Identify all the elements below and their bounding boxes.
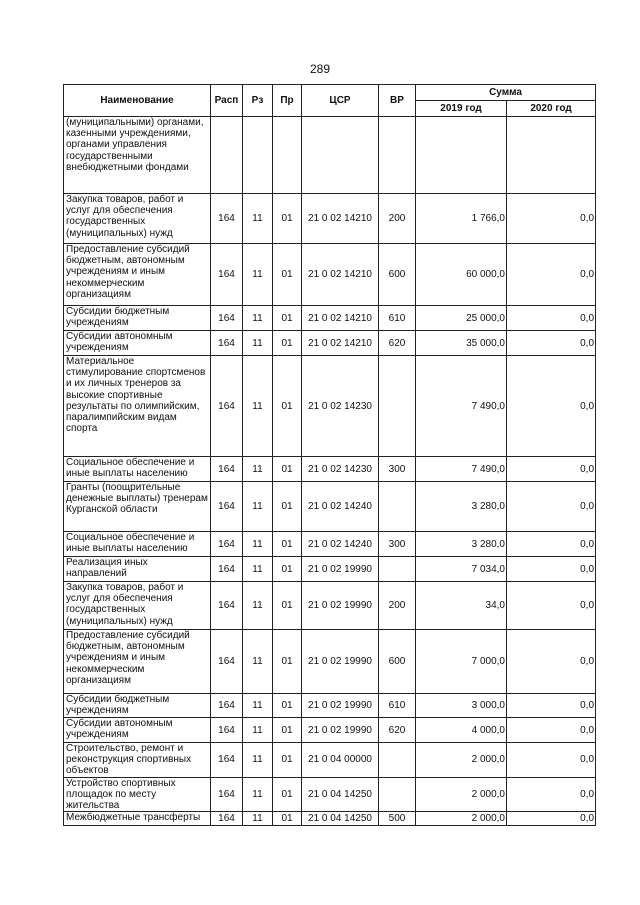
cell-rz: 11 <box>243 582 273 630</box>
cell-sum-2020: 0,0 <box>507 777 596 812</box>
cell-vr: 300 <box>379 457 416 482</box>
cell-sum-2020: 0,0 <box>507 812 596 826</box>
cell-rz: 11 <box>243 194 273 244</box>
table-row <box>64 306 596 331</box>
page-number: 289 <box>309 62 331 76</box>
cell-rasp: 164 <box>211 532 243 557</box>
cell-csr: 21 0 02 14210 <box>302 244 379 306</box>
cell-name: Субсидии автономным учреждениям <box>64 718 211 743</box>
cell-pr: 01 <box>273 694 302 718</box>
cell-rasp: 164 <box>211 306 243 331</box>
cell-vr <box>379 743 416 778</box>
cell-sum-2019 <box>416 117 507 194</box>
cell-csr: 21 0 02 19990 <box>302 557 379 582</box>
table-row <box>64 194 596 244</box>
cell-rasp: 164 <box>211 244 243 306</box>
cell-rz: 11 <box>243 743 273 778</box>
cell-vr: 600 <box>379 630 416 694</box>
cell-rz <box>243 117 273 194</box>
cell-sum-2020: 0,0 <box>507 356 596 457</box>
cell-vr <box>379 557 416 582</box>
table-row <box>64 582 596 630</box>
table-row <box>64 718 596 743</box>
cell-pr: 01 <box>273 306 302 331</box>
table-row <box>64 482 596 532</box>
cell-rz: 11 <box>243 532 273 557</box>
cell-pr: 01 <box>273 532 302 557</box>
table-row <box>64 777 596 812</box>
cell-pr: 01 <box>273 718 302 743</box>
cell-csr: 21 0 02 14230 <box>302 457 379 482</box>
cell-vr: 200 <box>379 194 416 244</box>
cell-pr: 01 <box>273 482 302 532</box>
cell-vr: 300 <box>379 532 416 557</box>
cell-sum-2019: 7 490,0 <box>416 356 507 457</box>
cell-rz: 11 <box>243 356 273 457</box>
cell-rasp: 164 <box>211 557 243 582</box>
cell-sum-2019: 1 766,0 <box>416 194 507 244</box>
cell-name: (муниципальными) органами, казенными учреждениями, органами управления государственными внебюджетными фондами <box>64 117 211 194</box>
cell-csr: 21 0 04 14250 <box>302 812 379 826</box>
table-row <box>64 356 596 457</box>
cell-name: Устройство спортивных площадок по месту жительства <box>64 777 211 812</box>
cell-pr: 01 <box>273 457 302 482</box>
header-pr: Пр <box>273 85 302 117</box>
cell-rasp <box>211 117 243 194</box>
cell-vr: 610 <box>379 306 416 331</box>
cell-name: Строительство, ремонт и реконструкция спортивных объектов <box>64 743 211 778</box>
table-row <box>64 532 596 557</box>
cell-sum-2019: 7 034,0 <box>416 557 507 582</box>
cell-sum-2019: 2 000,0 <box>416 743 507 778</box>
cell-name: Материальное стимулирование спортсменов и их личных тренеров за высокие спортивные результаты по олимпийским, паралимпийским видам спорта <box>64 356 211 457</box>
cell-sum-2020: 0,0 <box>507 630 596 694</box>
cell-rasp: 164 <box>211 482 243 532</box>
cell-csr: 21 0 02 14210 <box>302 331 379 356</box>
cell-vr: 500 <box>379 812 416 826</box>
table-row <box>64 244 596 306</box>
cell-pr: 01 <box>273 777 302 812</box>
cell-rz: 11 <box>243 482 273 532</box>
cell-pr: 01 <box>273 331 302 356</box>
cell-pr: 01 <box>273 194 302 244</box>
header-vr: ВР <box>379 85 416 117</box>
table-header-row <box>64 85 596 101</box>
cell-sum-2019: 34,0 <box>416 582 507 630</box>
cell-csr: 21 0 02 19990 <box>302 582 379 630</box>
table-row <box>64 557 596 582</box>
cell-pr: 01 <box>273 356 302 457</box>
cell-rz: 11 <box>243 331 273 356</box>
cell-sum-2019: 2 000,0 <box>416 812 507 826</box>
cell-rz: 11 <box>243 718 273 743</box>
cell-pr: 01 <box>273 630 302 694</box>
cell-sum-2019: 3 280,0 <box>416 482 507 532</box>
cell-name: Социальное обеспечение и иные выплаты населению <box>64 532 211 557</box>
table-row <box>64 117 596 194</box>
header-2019: 2019 год <box>416 101 507 117</box>
cell-rasp: 164 <box>211 356 243 457</box>
cell-sum-2020: 0,0 <box>507 457 596 482</box>
table-row <box>64 457 596 482</box>
cell-csr <box>302 117 379 194</box>
cell-pr: 01 <box>273 244 302 306</box>
cell-sum-2020: 0,0 <box>507 743 596 778</box>
cell-rz: 11 <box>243 306 273 331</box>
cell-rz: 11 <box>243 812 273 826</box>
cell-vr: 200 <box>379 582 416 630</box>
cell-name: Закупка товаров, работ и услуг для обеспечения государственных (муниципальных) нужд <box>64 194 211 244</box>
cell-rasp: 164 <box>211 743 243 778</box>
cell-rasp: 164 <box>211 331 243 356</box>
cell-sum-2020 <box>507 117 596 194</box>
header-csr: ЦСР <box>302 85 379 117</box>
cell-name: Межбюджетные трансферты <box>64 812 211 826</box>
table-row <box>64 331 596 356</box>
cell-csr: 21 0 02 19990 <box>302 630 379 694</box>
cell-rasp: 164 <box>211 630 243 694</box>
cell-pr: 01 <box>273 582 302 630</box>
cell-name: Закупка товаров, работ и услуг для обеспечения государственных (муниципальных) нужд <box>64 582 211 630</box>
table-row <box>64 630 596 694</box>
cell-sum-2019: 4 000,0 <box>416 718 507 743</box>
cell-rasp: 164 <box>211 194 243 244</box>
cell-sum-2020: 0,0 <box>507 582 596 630</box>
cell-sum-2020: 0,0 <box>507 244 596 306</box>
cell-vr <box>379 356 416 457</box>
cell-name: Социальное обеспечение и иные выплаты населению <box>64 457 211 482</box>
cell-name: Предоставление субсидий бюджетным, автономным учреждениям и иным некоммерческим организациям <box>64 244 211 306</box>
cell-sum-2020: 0,0 <box>507 694 596 718</box>
cell-sum-2020: 0,0 <box>507 718 596 743</box>
cell-name: Предоставление субсидий бюджетным, автономным учреждениям и иным некоммерческим организациям <box>64 630 211 694</box>
cell-pr: 01 <box>273 557 302 582</box>
cell-rz: 11 <box>243 557 273 582</box>
cell-rz: 11 <box>243 457 273 482</box>
table-row <box>64 694 596 718</box>
cell-pr: 01 <box>273 812 302 826</box>
cell-name: Реализация иных направлений <box>64 557 211 582</box>
cell-rasp: 164 <box>211 694 243 718</box>
cell-rz: 11 <box>243 630 273 694</box>
header-rasp: Расп <box>211 85 243 117</box>
cell-rz: 11 <box>243 694 273 718</box>
header-rz: Рз <box>243 85 273 117</box>
cell-sum-2019: 2 000,0 <box>416 777 507 812</box>
cell-rasp: 164 <box>211 777 243 812</box>
cell-vr: 610 <box>379 694 416 718</box>
cell-vr: 620 <box>379 718 416 743</box>
cell-vr: 600 <box>379 244 416 306</box>
cell-sum-2019: 60 000,0 <box>416 244 507 306</box>
cell-name: Субсидии автономным учреждениям <box>64 331 211 356</box>
cell-sum-2020: 0,0 <box>507 306 596 331</box>
cell-vr <box>379 777 416 812</box>
cell-csr: 21 0 02 14240 <box>302 532 379 557</box>
cell-csr: 21 0 02 14240 <box>302 482 379 532</box>
header-2020: 2020 год <box>507 101 596 117</box>
cell-name: Гранты (поощрительные денежные выплаты) тренерам Курганской области <box>64 482 211 532</box>
cell-csr: 21 0 02 14230 <box>302 356 379 457</box>
table-row <box>64 743 596 778</box>
cell-vr <box>379 482 416 532</box>
cell-sum-2019: 35 000,0 <box>416 331 507 356</box>
cell-csr: 21 0 02 19990 <box>302 718 379 743</box>
cell-rasp: 164 <box>211 718 243 743</box>
cell-rasp: 164 <box>211 582 243 630</box>
cell-name: Субсидии бюджетным учреждениям <box>64 306 211 331</box>
cell-csr: 21 0 04 00000 <box>302 743 379 778</box>
cell-csr: 21 0 02 19990 <box>302 694 379 718</box>
table-row <box>64 812 596 826</box>
cell-csr: 21 0 02 14210 <box>302 194 379 244</box>
cell-csr: 21 0 04 14250 <box>302 777 379 812</box>
header-sum: Сумма <box>416 85 596 101</box>
cell-rz: 11 <box>243 777 273 812</box>
cell-sum-2020: 0,0 <box>507 331 596 356</box>
cell-vr <box>379 117 416 194</box>
cell-sum-2019: 25 000,0 <box>416 306 507 331</box>
cell-rz: 11 <box>243 244 273 306</box>
cell-vr: 620 <box>379 331 416 356</box>
cell-sum-2020: 0,0 <box>507 532 596 557</box>
cell-pr <box>273 117 302 194</box>
cell-sum-2020: 0,0 <box>507 194 596 244</box>
budget-table <box>63 84 596 826</box>
cell-sum-2019: 3 000,0 <box>416 694 507 718</box>
cell-csr: 21 0 02 14210 <box>302 306 379 331</box>
cell-rasp: 164 <box>211 457 243 482</box>
cell-sum-2020: 0,0 <box>507 557 596 582</box>
cell-rasp: 164 <box>211 812 243 826</box>
cell-name: Субсидии бюджетным учреждениям <box>64 694 211 718</box>
cell-pr: 01 <box>273 743 302 778</box>
cell-sum-2019: 7 000,0 <box>416 630 507 694</box>
header-name: Наименование <box>64 85 211 117</box>
cell-sum-2019: 3 280,0 <box>416 532 507 557</box>
cell-sum-2019: 7 490,0 <box>416 457 507 482</box>
cell-sum-2020: 0,0 <box>507 482 596 532</box>
